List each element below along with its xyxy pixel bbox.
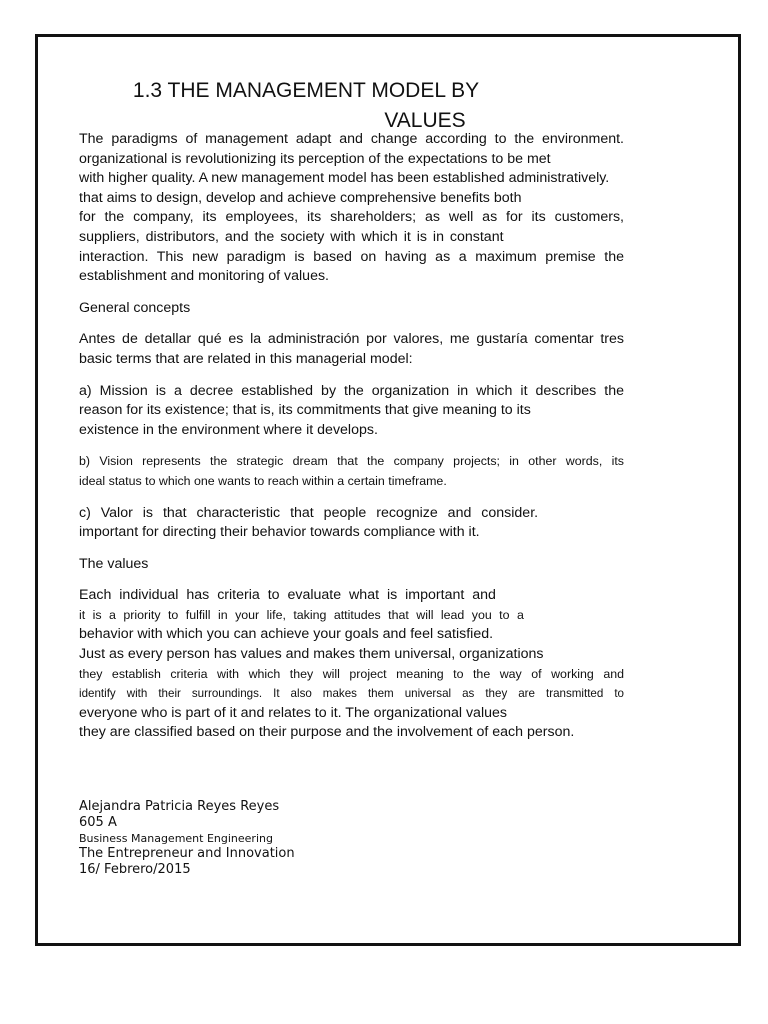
- text-line: basic terms that are related in this managerial model:: [79, 350, 413, 367]
- text-line: they are classified based on their purpose and the involvement of each person.: [79, 724, 575, 741]
- mission-paragraph: [79, 382, 624, 441]
- text-line: with higher quality. A new management model has been established administratively.: [79, 170, 610, 187]
- text-line: that aims to design, develop and achieve comprehensive benefits both: [79, 189, 522, 206]
- document-footer: [79, 799, 295, 878]
- text-line: Just as every person has values and makes them universal, organizations: [79, 646, 544, 663]
- text-line: a) Mission is a decree established by the organization in which it describes the: [79, 382, 624, 399]
- text-line: organizational is revolutionizing its perception of the expectations to be met: [79, 150, 551, 167]
- text-line: Antes de detallar qué es la administración por valores, me gustaría comentar tres: [79, 331, 624, 348]
- program-name: Business Management Engineering: [79, 832, 273, 845]
- document-title: [40, 76, 660, 136]
- text-line: interaction. This new paradigm is based on having as a maximum premise the: [79, 248, 624, 265]
- text-line: everyone who is part of it and relates to it. The organizational values: [79, 704, 507, 721]
- text-line: Each individual has criteria to evaluate what is important and: [79, 587, 496, 604]
- valor-paragraph: [79, 504, 624, 543]
- text-line: The paradigms of management adapt and change according to the environment.: [79, 131, 624, 147]
- intro-paragraph: [79, 130, 624, 287]
- vision-paragraph: [79, 452, 624, 491]
- text-line: important for directing their behavior towards compliance with it.: [79, 524, 480, 541]
- text-line: identify with their surroundings. It also makes them universal as they are transmitted to: [79, 687, 624, 701]
- heading-general-concepts: General concepts: [79, 299, 191, 316]
- text-line: establishment and monitoring of values.: [79, 268, 329, 285]
- title-line-2: VALUES: [384, 109, 466, 133]
- text-line: b) Vision represents the strategic dream that the company projects; in other words, its: [79, 454, 624, 469]
- text-line: they establish criteria with which they will project meaning to the way of working and: [79, 666, 624, 681]
- text-line: behavior with which you can achieve your goals and feel satisfied.: [79, 626, 494, 643]
- text-line: ideal status to which one wants to reach within a certain timeframe.: [79, 473, 447, 488]
- text-line: existence in the environment where it develops.: [79, 421, 378, 438]
- text-line: c) Valor is that characteristic that people recognize and consider.: [79, 504, 539, 521]
- text-line: reason for its existence; that is, its commitments that give meaning to its: [79, 402, 531, 419]
- heading-the-values: The values: [79, 555, 149, 572]
- group-code: 605 A: [79, 815, 117, 830]
- document-body: [79, 130, 624, 755]
- text-line: suppliers, distributors, and the society with which it is in constant: [79, 228, 504, 245]
- values-paragraph: [79, 586, 624, 743]
- antes-paragraph: [79, 330, 624, 369]
- text-line: for the company, its employees, its shareholders; as well as for its customers,: [79, 209, 624, 226]
- document-date: 16/ Febrero/2015: [79, 862, 191, 877]
- text-line: it is a priority to fulfill in your life, taking attitudes that will lead you to a: [79, 607, 524, 622]
- author-name: Alejandra Patricia Reyes Reyes: [79, 799, 280, 814]
- course-name: The Entrepreneur and Innovation: [79, 846, 295, 861]
- title-line-1: 1.3 THE MANAGEMENT MODEL BY: [132, 79, 480, 103]
